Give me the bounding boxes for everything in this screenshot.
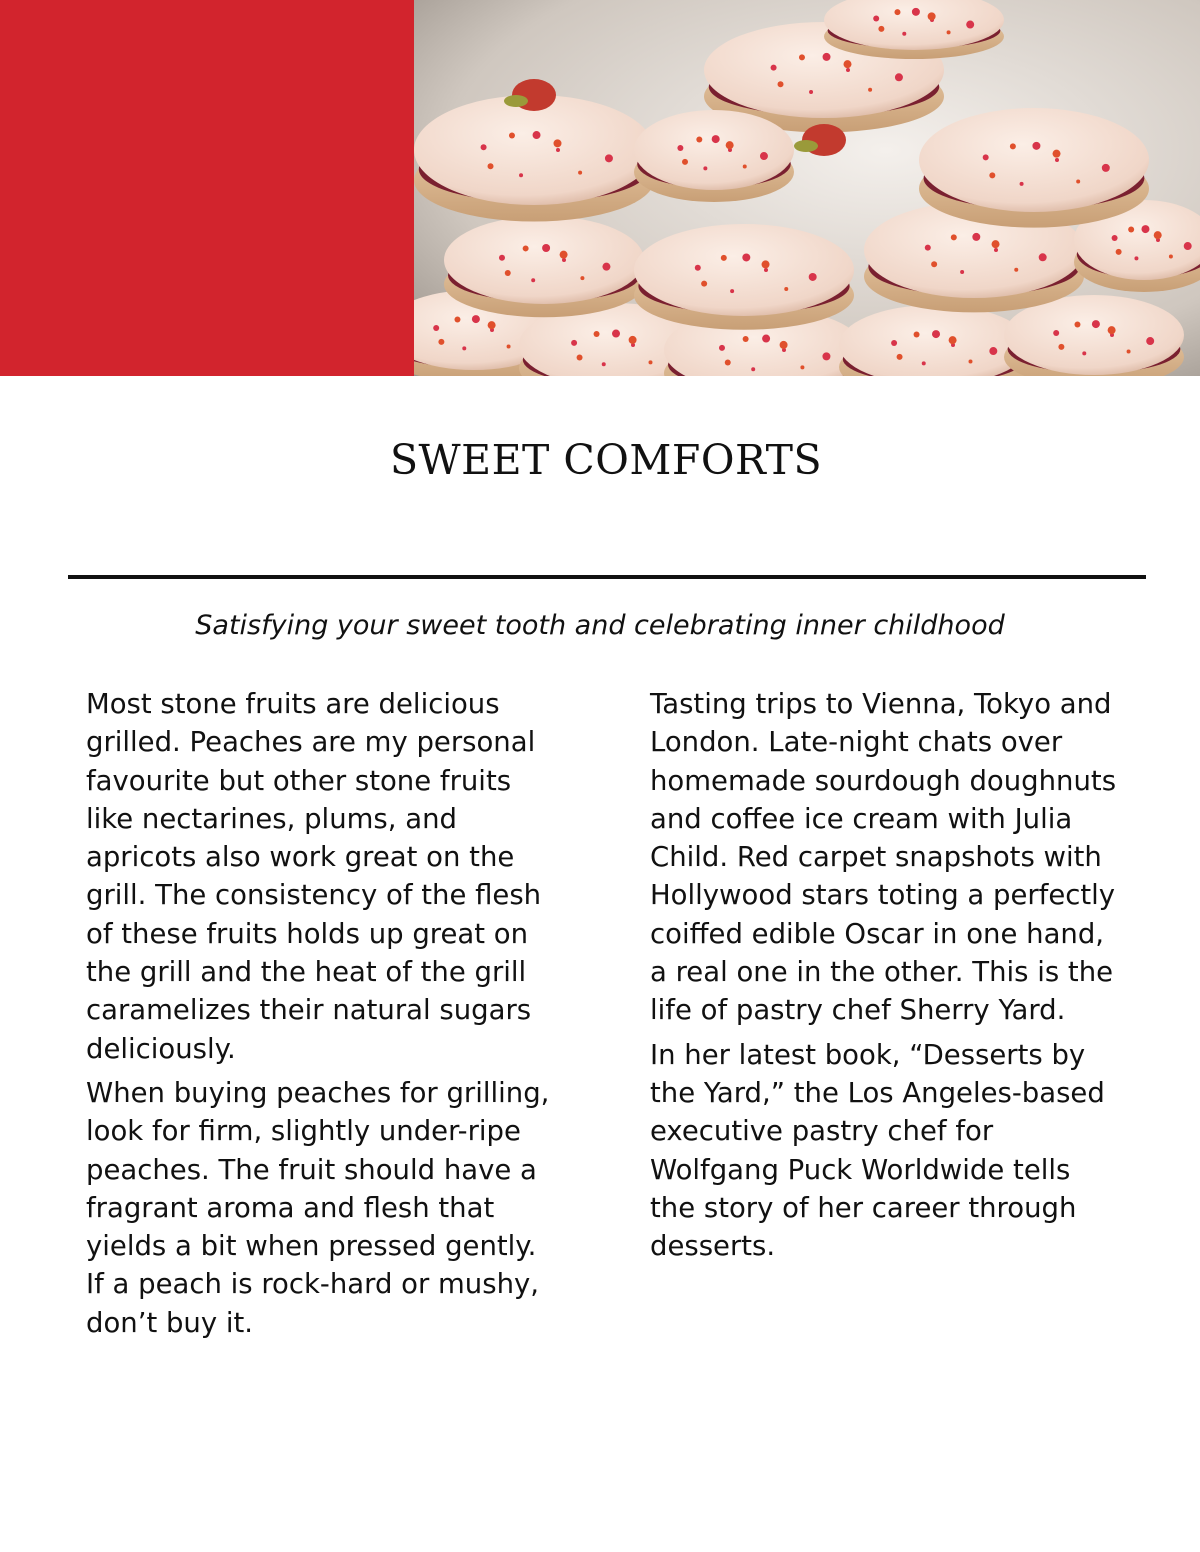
right-paragraph-1: Tasting trips to Vienna, Tokyo and London. Late-night chats over homemade sourdough doughnuts and coffee ice cream with Julia Child. Red carpet snapshots with Hollywood stars toting a perfectly coiffed edible Oscar in one hand, a real one in the other. This is the life of pastry chef Sherry Yard. — [650, 688, 1117, 1027]
macarons-photo-icon — [414, 0, 1200, 376]
subtitle: Satisfying your sweet tooth and celebrating inner childhood — [195, 610, 1005, 641]
red-accent-block — [0, 0, 414, 376]
left-column — [86, 685, 556, 1348]
divider-rule — [68, 575, 1146, 579]
page-title: SWEET COMFORTS — [389, 436, 823, 484]
left-paragraph-2: When buying peaches for grilling, look for firm, slightly under-ripe peaches. The fruit should have a fragrant aroma and flesh that yields a bit when pressed gently. If a peach is rock-hard or mushy, don’t buy it. — [86, 1076, 550, 1339]
right-column — [650, 685, 1120, 1271]
right-paragraph-2: In her latest book, “Desserts by the Yard,” the Los Angeles-based executive pastry chef for Wolfgang Puck Worldwide tells the story of her career through desserts. — [650, 1038, 1105, 1263]
left-paragraph-1: Most stone fruits are delicious grilled. Peaches are my personal favourite but other stone fruits like nectarines, plums, and apricots also work great on the grill. The consistency of the flesh of these fruits holds up great on the grill and the heat of the grill caramelizes their natural sugars deliciously. — [86, 688, 542, 1065]
